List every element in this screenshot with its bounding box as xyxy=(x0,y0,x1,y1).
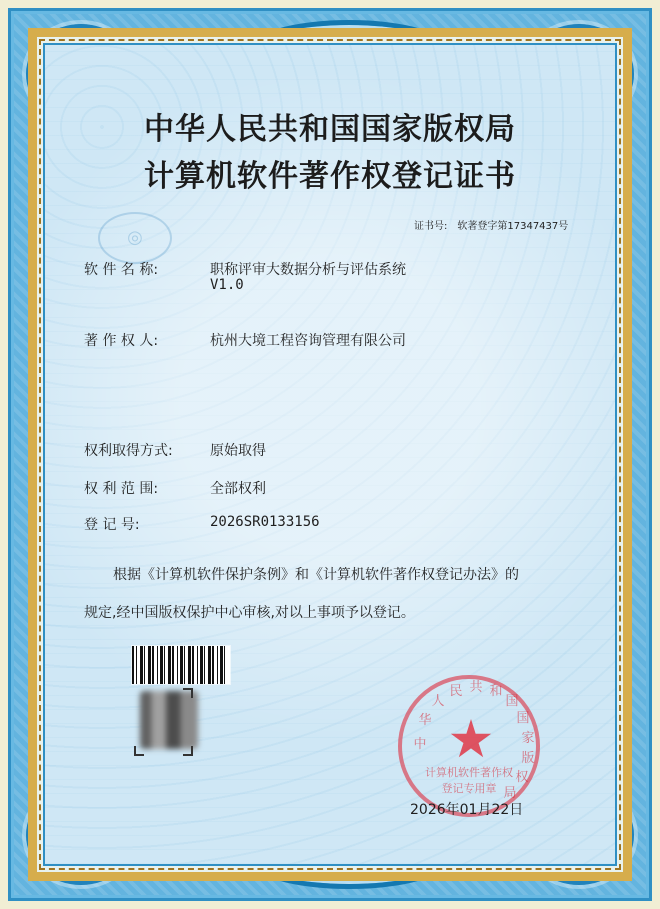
seal-center-line-1: 计算机软件著作权 xyxy=(425,766,513,779)
copyright-owner-label: 著 作 权 人: xyxy=(84,333,159,349)
qr-code-corner-icon xyxy=(183,746,193,756)
issue-date: 2026年01月22日 xyxy=(410,802,524,818)
certificate-number-value: 软著登字第17347437号 xyxy=(457,221,569,232)
barcode-icon xyxy=(132,646,230,684)
seal-arc-text-char: 人 xyxy=(431,694,445,709)
issuer-title: 中华人民共和国国家版权局 xyxy=(144,112,516,147)
certificate-number-label: 证书号: xyxy=(414,221,448,232)
seal-arc-text-char: 华 xyxy=(418,713,432,728)
acquisition-method-value: 原始取得 xyxy=(210,443,266,459)
software-name-label: 软 件 名 称: xyxy=(84,262,159,278)
seal-arc-text-char: 权 xyxy=(515,770,529,785)
software-name-value: 职称评审大数据分析与评估系统 xyxy=(210,262,406,278)
qr-code-icon xyxy=(140,691,198,749)
rights-scope-value: 全部权利 xyxy=(210,481,266,497)
official-seal-icon xyxy=(398,675,540,817)
qr-code-corner-icon xyxy=(183,688,193,698)
seal-arc-text-char: 国 xyxy=(505,694,519,709)
qr-code-corner-icon xyxy=(134,746,144,756)
seal-arc-text-char: 中 xyxy=(413,737,427,752)
registration-statement-line-1: 根据《计算机软件保护条例》和《计算机软件著作权登记办法》的 xyxy=(113,567,519,583)
watermark-emblem-icon: ◎ xyxy=(98,212,172,264)
seal-arc-text-char: 和 xyxy=(489,684,503,699)
acquisition-method-label: 权利取得方式: xyxy=(84,443,173,459)
seal-arc-text-char: 局 xyxy=(503,786,517,801)
rights-scope-label: 权 利 范 围: xyxy=(84,481,159,497)
seal-center-line-2: 登记专用章 xyxy=(441,782,497,795)
copyright-owner-value: 杭州大境工程咨询管理有限公司 xyxy=(210,333,406,349)
seal-arc-text-char: 家 xyxy=(521,731,535,746)
seal-star-icon xyxy=(450,719,492,761)
registration-statement-line-2: 规定,经中国版权保护中心审核,对以上事项予以登记。 xyxy=(84,605,415,621)
seal-arc-text-char: 民 xyxy=(449,684,463,699)
registration-number-value: 2026SR0133156 xyxy=(210,514,320,530)
seal-arc-text-char: 版 xyxy=(521,751,535,766)
seal-arc-text-char: 国 xyxy=(516,711,530,726)
software-version-value: V1.0 xyxy=(210,277,244,293)
registration-number-label: 登 记 号: xyxy=(84,517,140,533)
seal-arc-text-char: 共 xyxy=(469,680,483,695)
certificate-title: 计算机软件著作权登记证书 xyxy=(144,159,516,194)
certificate-number xyxy=(414,217,604,232)
